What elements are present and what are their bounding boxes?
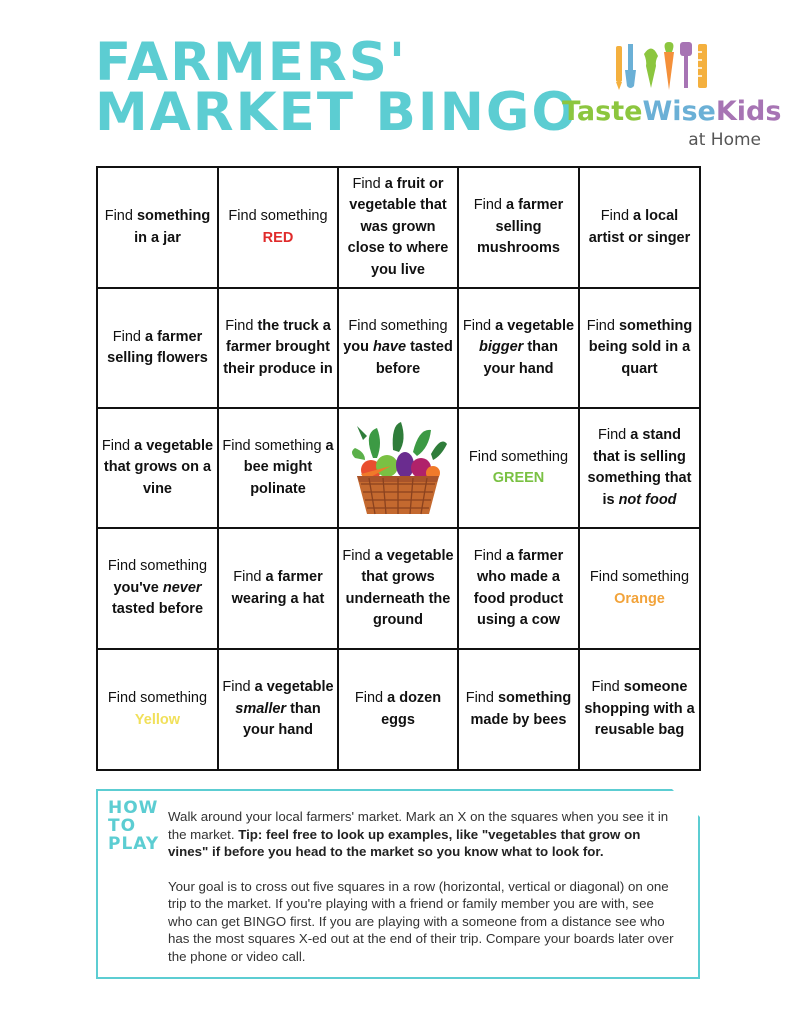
bingo-square-r1c2[interactable] (219, 168, 339, 289)
bingo-square-r5c5[interactable] (580, 650, 701, 771)
bingo-square-r4c2[interactable] (219, 529, 339, 650)
bingo-square-r5c2[interactable] (219, 650, 339, 771)
square-text: Find (225, 317, 258, 334)
tip-label: Tip: (238, 826, 267, 842)
bingo-square-r5c3[interactable] (339, 650, 459, 771)
bingo-square-r2c2[interactable] (219, 289, 339, 409)
square-text-bold: a farmer who made a food product using a cow (473, 547, 564, 628)
square-text-bold: something made by bees (470, 690, 572, 728)
bingo-square-r4c1[interactable] (98, 529, 219, 650)
bingo-square-r1c3[interactable] (339, 168, 459, 289)
bingo-square-r1c1[interactable] (98, 168, 219, 289)
square-text: Find something (107, 558, 208, 575)
square-text: Find something (107, 690, 208, 706)
square-text-bold: someone shopping with a reusable bag (584, 679, 695, 739)
square-text: Find (222, 679, 255, 696)
square-text: Find something (348, 317, 448, 334)
square-color-word: GREEN (492, 470, 545, 486)
square-text-italic: bigger (479, 339, 524, 356)
square-text-bold: a fruit or vegetable that was grown close to where you live (347, 175, 449, 278)
how-label-line: TO (108, 816, 137, 836)
square-text-bold: a bee might polinate (243, 437, 334, 497)
square-text: Find (473, 197, 506, 214)
tastewisekids-logo (562, 40, 782, 150)
square-text: Find (586, 317, 619, 334)
bingo-square-r1c4[interactable] (459, 168, 580, 289)
bingo-square-r3c1[interactable] (98, 409, 219, 529)
square-color-word: Yellow (134, 711, 181, 728)
square-text-bold: a stand that is selling something that is (587, 427, 692, 508)
square-text-bold: a farmer selling mushrooms (477, 197, 564, 257)
page-title (95, 32, 579, 143)
square-text-italic: never (162, 579, 202, 596)
square-color-word: Orange (614, 590, 665, 607)
square-text: Find (600, 208, 634, 224)
square-text: Find something (589, 569, 690, 585)
square-text-bold: tasted before (375, 339, 453, 377)
square-text: Find (354, 690, 388, 706)
square-text-bold: a farmer wearing a hat (231, 569, 325, 607)
square-text: Find something (228, 208, 328, 224)
instructions-paragraph-2: Your goal is to cross out five squares in a row (horizontal, vertical or diagonal) on one trip to the market. If you're playing with a friend or family member you are with, see who can get BINGO first. If you are playing with a someone from a distance see who has the most squares X-ed out at the end of their trip. Compare your boards later over the phone or video call. (168, 878, 674, 964)
square-text-bold: than your hand (483, 339, 558, 377)
square-text-italic: not food (618, 491, 677, 508)
bingo-square-r2c5[interactable] (580, 289, 701, 409)
square-text-bold: a vegetable (495, 317, 575, 334)
instructions-text: Walk around your local farmers' market. Mark an X on the squares when you see it in the market. (168, 809, 669, 842)
bingo-square-r3c2[interactable] (219, 409, 339, 529)
square-text-bold: a farmer selling flowers (107, 328, 208, 366)
square-text-bold: a vegetable (254, 679, 334, 696)
square-text: Find (352, 175, 385, 192)
square-text-bold: the truck a farmer brought their produce in (223, 317, 333, 377)
how-label-line: HOW (108, 798, 159, 818)
instructions-paragraph-1 (168, 808, 678, 861)
logo-word-taste: Taste (562, 96, 643, 127)
square-text: Find (342, 547, 375, 564)
square-text-bold: than your hand (242, 700, 321, 739)
square-text: Find (591, 679, 624, 696)
how-to-play-label (108, 799, 159, 853)
bingo-square-r2c4[interactable] (459, 289, 580, 409)
square-text: Find (101, 437, 135, 454)
title-line-1: FARMERS' (95, 32, 408, 93)
how-label-line: PLAY (108, 834, 160, 854)
square-text: Find (112, 328, 145, 345)
how-to-play-instructions (168, 808, 678, 982)
square-text: Find (233, 569, 266, 585)
bingo-free-square[interactable] (339, 409, 459, 529)
square-text: Find (462, 317, 496, 334)
tip-text: feel free to look up examples, like "vegetables that grow on vines" if before you head to the market so you know what to look for. (168, 826, 641, 859)
bingo-square-r1c5[interactable] (580, 168, 701, 289)
bingo-square-r4c5[interactable] (580, 529, 701, 650)
square-text: Find (597, 427, 631, 443)
vegetable-basket-icon (343, 418, 453, 518)
logo-word-wise: Wise (642, 96, 716, 127)
square-text-bold: something in a jar (134, 208, 211, 246)
logo-subtitle: at Home (688, 130, 761, 150)
square-text-bold: a vegetable that grows on a vine (103, 437, 214, 497)
square-text: Find (465, 690, 498, 706)
logo-wordmark (562, 96, 781, 127)
square-text-bold: something being sold in a quart (588, 317, 693, 377)
logo-word-kids: Kids (715, 96, 782, 127)
square-text: Find something (468, 448, 569, 465)
square-text-bold: you (343, 339, 373, 356)
square-text: Find something (222, 437, 326, 454)
bingo-square-r3c5[interactable] (580, 409, 701, 529)
square-text-italic: smaller (235, 700, 287, 717)
bingo-square-r5c4[interactable] (459, 650, 580, 771)
how-to-play-box (96, 789, 700, 979)
square-text: Find (473, 547, 506, 564)
square-text-bold: a local artist or singer (588, 208, 691, 246)
bingo-square-r2c3[interactable] (339, 289, 459, 409)
square-text: Find (104, 208, 137, 224)
square-text-italic: have (373, 339, 407, 356)
title-line-2: MARKET BINGO (95, 82, 579, 143)
square-text-bold: tasted before (111, 601, 204, 618)
bingo-square-r4c3[interactable] (339, 529, 459, 650)
square-text-bold: you've (113, 579, 163, 596)
bingo-square-r3c4[interactable] (459, 409, 580, 529)
kitchen-tools-and-vegetables-icon (614, 40, 714, 92)
bingo-square-r4c4[interactable] (459, 529, 580, 650)
bingo-square-r2c1[interactable] (98, 289, 219, 409)
square-color-word: RED (262, 229, 294, 246)
bingo-board (96, 166, 701, 771)
bingo-square-r5c1[interactable] (98, 650, 219, 771)
square-text-bold: a vegetable that grows underneath the ground (345, 547, 454, 628)
square-text-bold: a dozen eggs (381, 690, 442, 728)
